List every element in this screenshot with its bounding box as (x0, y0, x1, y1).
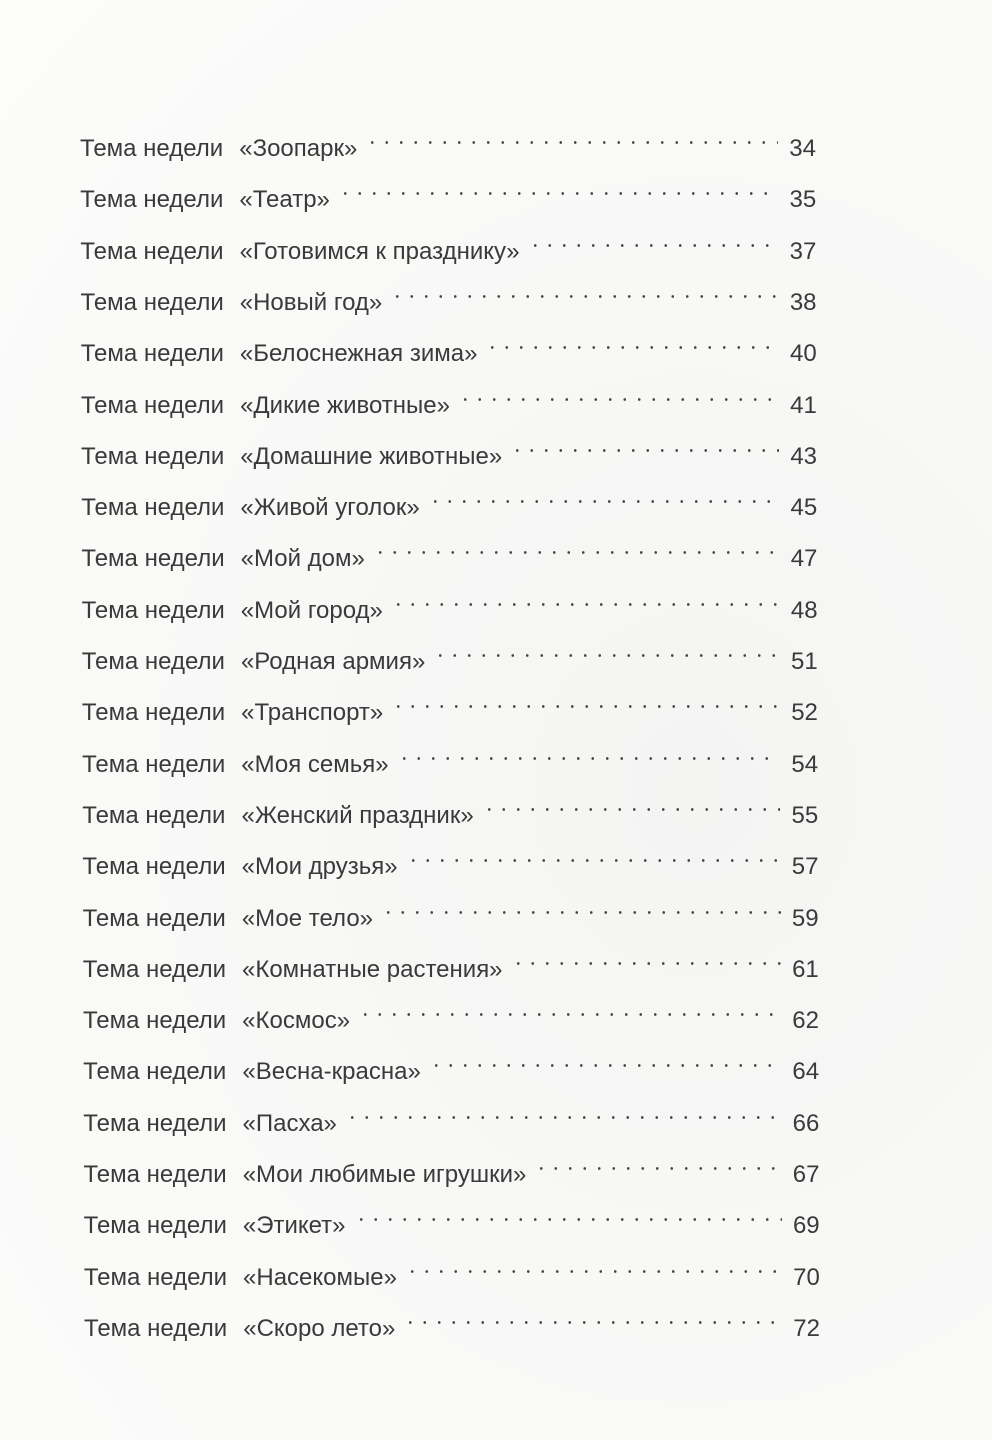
toc-dot-leader (403, 1245, 782, 1285)
toc-entry-title: «Домашние животные» (240, 442, 503, 470)
toc-entry-label: Тема недели (80, 135, 224, 162)
toc-entry-title: «Театр» (239, 186, 330, 214)
toc-entry-title: «Мои друзья» (241, 853, 398, 881)
toc-entry-title: «Новый год» (239, 288, 383, 316)
toc-entry-title: «Мое тело» (241, 904, 374, 932)
toc-entry-page-number: 57 (791, 853, 819, 881)
toc-entry-label: Тема недели (82, 801, 226, 829)
toc-dot-leader (395, 732, 780, 772)
toc-entry (80, 373, 817, 419)
toc-entry-page-number: 51 (791, 648, 818, 676)
toc-entry-title: «Дикие животные» (240, 391, 450, 419)
toc-entry-title: «Насекомые» (243, 1263, 397, 1291)
toc-entry (84, 1296, 820, 1342)
toc-dot-leader (508, 424, 779, 464)
toc-dot-leader (379, 886, 781, 926)
toc-entry-title: «Мои любимые игрушки» (242, 1161, 527, 1189)
toc-entry-page-number: 64 (792, 1058, 820, 1086)
toc-entry-page-number: 34 (789, 135, 816, 162)
toc-entry-page-number: 40 (789, 340, 817, 368)
toc-entry-page-number: 55 (791, 801, 819, 829)
toc-entry-page-number: 38 (789, 288, 817, 316)
toc-entry (82, 937, 819, 983)
toc-entry-title: «Живой уголок» (240, 494, 420, 522)
toc-entry-label: Тема недели (80, 288, 224, 316)
toc-entry-page-number: 37 (789, 237, 817, 265)
toc-entry (83, 1245, 820, 1291)
toc-entry-page-number: 72 (793, 1315, 820, 1342)
toc-entry-page-number: 62 (792, 1007, 819, 1035)
toc-entry-label: Тема недели (82, 955, 226, 983)
toc-dot-leader (431, 629, 779, 669)
toc-entry-label: Тема недели (82, 750, 226, 778)
toc-entry (82, 834, 819, 881)
toc-entry (81, 526, 818, 573)
toc-entry-title: «Мой город» (240, 596, 383, 624)
toc-entry (81, 680, 818, 727)
toc-dot-leader (526, 219, 779, 259)
toc-entry-label: Тема недели (83, 1212, 227, 1240)
toc-dot-leader (401, 1296, 782, 1336)
toc-entry (82, 732, 819, 778)
toc-entry-page-number: 52 (791, 699, 818, 727)
toc-entry-label: Тема недели (81, 596, 225, 624)
toc-entry-label: Тема недели (83, 1058, 227, 1086)
toc-entry-label: Тема недели (80, 391, 225, 419)
toc-entry (83, 1091, 820, 1137)
toc-entry (80, 116, 816, 162)
toc-entry-title: «Космос» (242, 1007, 351, 1035)
toc-entry-page-number: 47 (790, 545, 818, 573)
toc-entry-page-number: 45 (790, 494, 818, 522)
toc-entry-title: «Транспорт» (241, 699, 384, 727)
toc-entry-page-number: 43 (790, 442, 818, 470)
toc-entry-label: Тема недели (82, 853, 226, 881)
toc-entry-page-number: 54 (791, 750, 819, 778)
toc-entry (82, 783, 819, 829)
toc-entry-label: Тема недели (80, 186, 224, 214)
toc-entry-page-number: 41 (790, 391, 817, 419)
toc-dot-leader (352, 1193, 782, 1233)
toc-entry-label: Тема недели (81, 442, 225, 470)
toc-dot-leader (532, 1142, 781, 1182)
toc-dot-leader (509, 937, 781, 977)
toc-entry (81, 424, 818, 470)
toc-dot-leader (480, 783, 781, 823)
toc-entry (80, 321, 817, 368)
toc-dot-leader (426, 475, 779, 515)
toc-entry-title: «Мой дом» (240, 545, 365, 573)
toc-entry-title: «Этикет» (242, 1212, 346, 1240)
toc-entry-label: Тема недели (81, 648, 225, 676)
toc-entry-page-number: 69 (792, 1212, 820, 1240)
toc-entry-title: «Скоро лето» (243, 1315, 396, 1342)
toc-entry (81, 629, 818, 676)
toc-entry-label: Тема недели (82, 1007, 227, 1035)
toc-dot-leader (389, 680, 780, 720)
toc-entry-title: «Готовимся к празднику» (239, 237, 520, 265)
toc-entry (81, 475, 818, 522)
toc-dot-leader (427, 1039, 781, 1079)
toc-dot-leader (356, 988, 781, 1028)
toc-entry-title: «Весна-красна» (242, 1058, 421, 1086)
toc-entry-title: «Комнатные растения» (242, 955, 503, 983)
toc-entry-page-number: 70 (793, 1263, 820, 1291)
toc-entry-page-number: 66 (792, 1109, 820, 1137)
toc-dot-leader (483, 321, 778, 361)
toc-entry (82, 886, 819, 932)
toc-dot-leader (389, 578, 780, 618)
toc-entry-page-number: 59 (791, 904, 819, 932)
toc-dot-leader (404, 834, 781, 874)
toc-entry-title: «Зоопарк» (239, 135, 358, 162)
toc-entry-title: «Белоснежная зима» (239, 340, 478, 368)
toc-entry-page-number: 35 (789, 186, 817, 214)
toc-dot-leader (456, 373, 779, 413)
toc-entry-title: «Родная армия» (240, 648, 426, 676)
toc-entry-label: Тема недели (80, 237, 224, 265)
toc-entry-page-number: 67 (792, 1161, 820, 1189)
toc-entry-label: Тема недели (84, 1315, 228, 1342)
toc-entry-title: «Пасха» (242, 1109, 337, 1137)
toc-entry (80, 219, 817, 265)
toc-dot-leader (388, 270, 778, 310)
toc-entry (80, 167, 817, 214)
toc-entry-label: Тема недели (83, 1263, 228, 1291)
toc-entry (80, 270, 817, 316)
toc-entry-label: Тема недели (82, 904, 226, 932)
toc-entry (83, 1142, 820, 1189)
toc-entry-label: Тема недели (80, 340, 224, 368)
toc-dot-leader (336, 167, 778, 207)
toc-entry-title: «Женский праздник» (241, 801, 474, 829)
toc-entry-label: Тема недели (83, 1161, 227, 1189)
toc-entry (83, 1039, 820, 1086)
toc-entry-title: «Моя семья» (241, 750, 389, 778)
toc-entry-label: Тема недели (83, 1109, 227, 1137)
toc-entry (83, 1193, 820, 1240)
toc-entry-label: Тема недели (81, 494, 225, 522)
toc-entry (81, 578, 818, 624)
toc-entry-label: Тема недели (81, 699, 226, 727)
toc-dot-leader (363, 116, 778, 156)
toc-dot-leader (343, 1091, 781, 1131)
toc-entry-page-number: 48 (790, 596, 818, 624)
toc-entry (82, 988, 819, 1035)
toc-entry-label: Тема недели (81, 545, 225, 573)
toc-dot-leader (371, 526, 780, 566)
toc-entry-page-number: 61 (792, 955, 819, 983)
